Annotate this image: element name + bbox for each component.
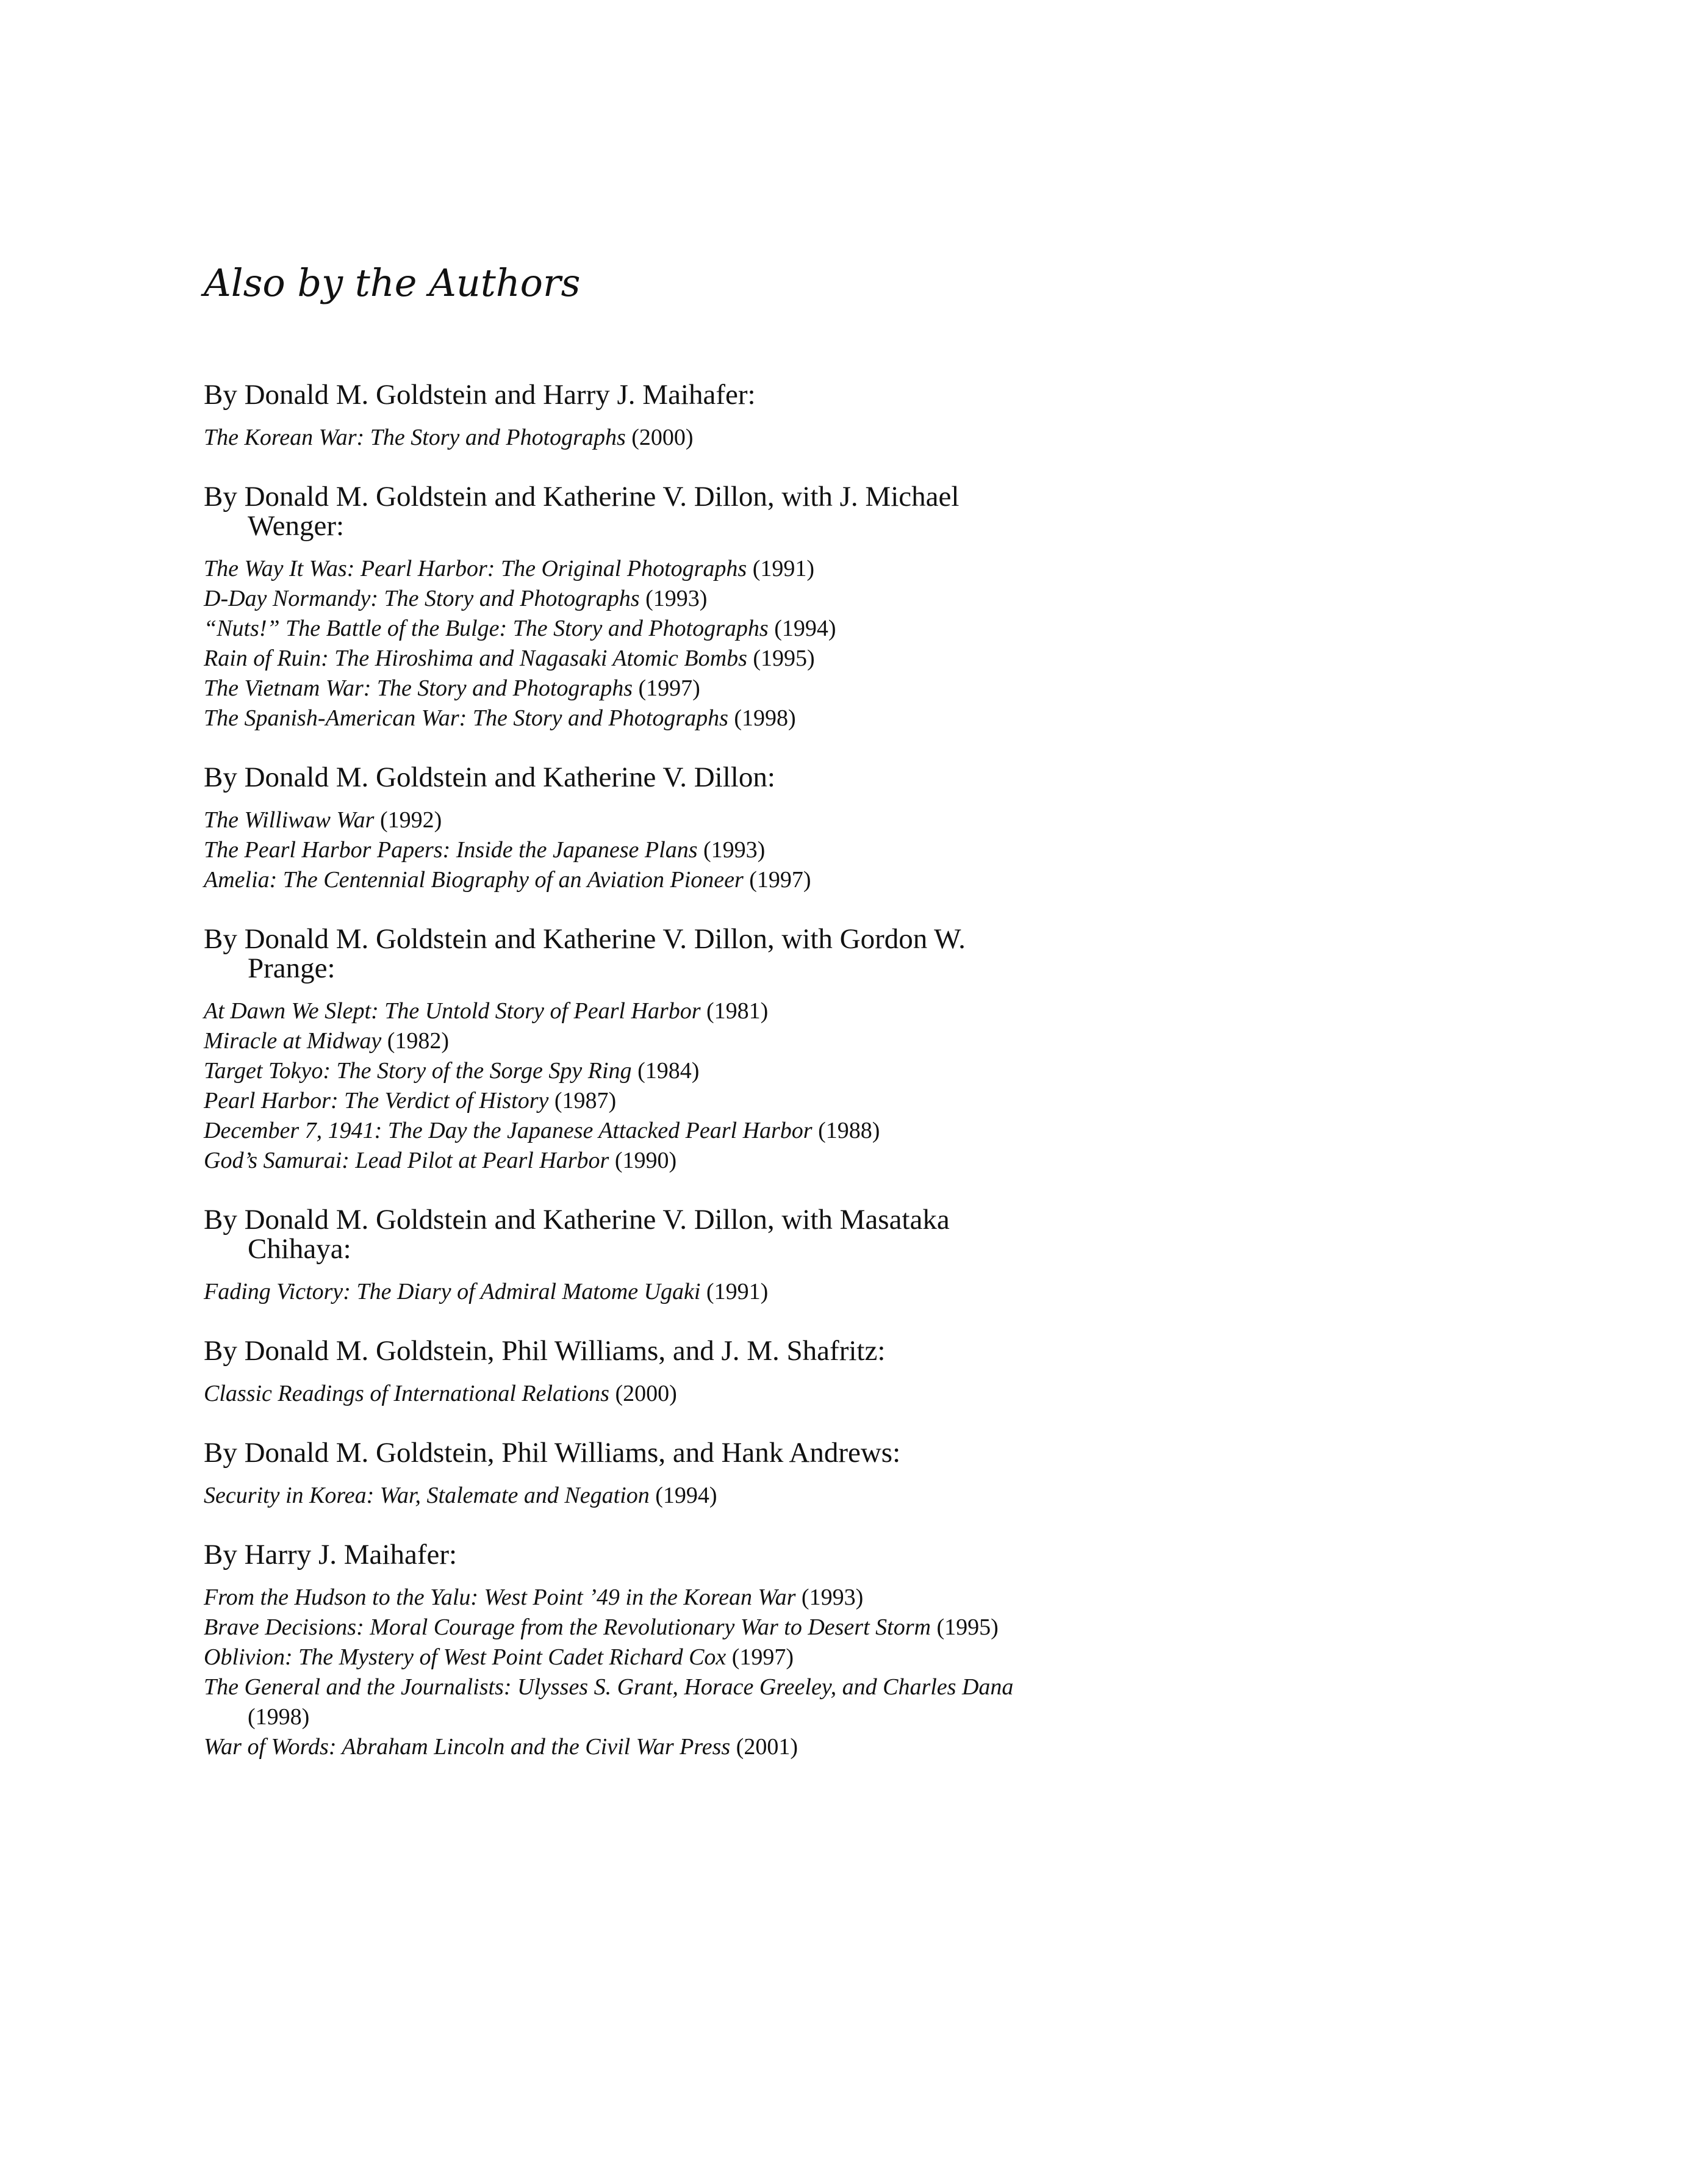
book-title: From the Hudson to the Yalu: West Point ’49 in the Korean War bbox=[204, 1585, 796, 1611]
book-year: (1988) bbox=[818, 1118, 880, 1144]
book-title: Rain of Ruin: The Hiroshima and Nagasaki Atomic Bombs bbox=[204, 646, 747, 672]
author-group-heading: By Donald M. Goldstein, Phil Williams, and Hank Andrews: bbox=[204, 1437, 901, 1469]
book-entry bbox=[204, 1277, 1058, 1307]
book-entry bbox=[204, 554, 1058, 584]
book-title: December 7, 1941: The Day the Japanese Attacked Pearl Harbor bbox=[204, 1118, 813, 1144]
book-year: (1992) bbox=[379, 807, 442, 833]
book-year: (1994) bbox=[774, 616, 836, 642]
book-year: (1982) bbox=[387, 1028, 450, 1054]
book-year: (1987) bbox=[554, 1088, 617, 1114]
book-year: (1991) bbox=[752, 556, 815, 582]
book-entry bbox=[204, 584, 1058, 614]
book-title: At Dawn We Slept: The Untold Story of Pearl Harbor bbox=[204, 998, 701, 1024]
book-year: (1991) bbox=[706, 1279, 769, 1305]
author-group-heading: By Donald M. Goldstein and Katherine V. Dillon, with J. Michael Wenger: bbox=[204, 481, 960, 542]
book-entry bbox=[204, 1116, 1058, 1146]
book-year: (1981) bbox=[706, 998, 769, 1024]
book-title: The General and the Journalists: Ulysses S. Grant, Horace Greeley, and Charles Dana bbox=[204, 1674, 1014, 1700]
author-group-heading: By Donald M. Goldstein and Harry J. Maihafer: bbox=[204, 379, 756, 411]
book-year: (1993) bbox=[645, 586, 708, 612]
book-title: War of Words: Abraham Lincoln and the Civil War Press bbox=[204, 1734, 731, 1760]
book-title: Miracle at Midway bbox=[204, 1028, 382, 1054]
author-group bbox=[204, 763, 1058, 895]
author-group bbox=[204, 482, 1058, 733]
book-entry bbox=[204, 1672, 1058, 1732]
book-title: Security in Korea: War, Stalemate and Negation bbox=[204, 1483, 650, 1509]
book-entry bbox=[204, 423, 1058, 453]
book-entry bbox=[204, 1026, 1058, 1056]
author-group bbox=[204, 1205, 1058, 1307]
book-entry bbox=[204, 703, 1058, 733]
book-year: (2000) bbox=[615, 1381, 677, 1407]
book-year: (1995) bbox=[936, 1614, 999, 1641]
author-group-heading: By Donald M. Goldstein, Phil Williams, and J. M. Shafritz: bbox=[204, 1335, 886, 1367]
book-entry bbox=[204, 1732, 1058, 1762]
author-groups bbox=[204, 380, 1058, 1762]
book-year: (1997) bbox=[731, 1644, 794, 1671]
book-year: (1993) bbox=[703, 837, 766, 863]
book-entry bbox=[204, 1379, 1058, 1409]
author-group-heading: By Harry J. Maihafer: bbox=[204, 1539, 458, 1571]
book-entry bbox=[204, 1613, 1058, 1642]
author-group bbox=[204, 924, 1058, 1176]
author-group-heading: By Donald M. Goldstein and Katherine V. Dillon: bbox=[204, 761, 775, 794]
book-year: (1993) bbox=[801, 1585, 864, 1611]
book-entry bbox=[204, 1481, 1058, 1511]
author-group bbox=[204, 1540, 1058, 1762]
book-year: (1998) bbox=[248, 1704, 310, 1730]
book-title: The Korean War: The Story and Photographs bbox=[204, 425, 626, 451]
author-group bbox=[204, 1336, 1058, 1409]
page-title: Also by the Authors bbox=[204, 261, 581, 305]
book-entry bbox=[204, 1583, 1058, 1613]
book-year: (1990) bbox=[614, 1148, 677, 1174]
book-entry bbox=[204, 1056, 1058, 1086]
book-year: (2001) bbox=[736, 1734, 798, 1760]
book-year: (1997) bbox=[638, 675, 700, 702]
book-title: The Spanish-American War: The Story and Photographs bbox=[204, 705, 728, 732]
book-title: “Nuts!” The Battle of the Bulge: The Story and Photographs bbox=[204, 616, 769, 642]
book-entry bbox=[204, 1086, 1058, 1116]
book-title: The Pearl Harbor Papers: Inside the Japanese Plans bbox=[204, 837, 698, 863]
book-list-page bbox=[204, 262, 1058, 1791]
book-title: God’s Samurai: Lead Pilot at Pearl Harbor bbox=[204, 1148, 609, 1174]
author-group-heading: By Donald M. Goldstein and Katherine V. Dillon, with Masataka Chihaya: bbox=[204, 1204, 950, 1265]
book-entry bbox=[204, 614, 1058, 644]
author-group-heading: By Donald M. Goldstein and Katherine V. Dillon, with Gordon W. Prange: bbox=[204, 923, 966, 985]
book-title: Target Tokyo: The Story of the Sorge Spy Ring bbox=[204, 1058, 632, 1084]
book-entry bbox=[204, 674, 1058, 703]
author-group bbox=[204, 1438, 1058, 1511]
book-year: (1997) bbox=[749, 867, 811, 893]
book-year: (1994) bbox=[655, 1483, 717, 1509]
book-title: Classic Readings of International Relations bbox=[204, 1381, 609, 1407]
book-title: Pearl Harbor: The Verdict of History bbox=[204, 1088, 549, 1114]
book-title: D-Day Normandy: The Story and Photographs bbox=[204, 586, 640, 612]
book-entry bbox=[204, 644, 1058, 674]
book-title: Oblivion: The Mystery of West Point Cadet Richard Cox bbox=[204, 1644, 727, 1671]
book-entry bbox=[204, 996, 1058, 1026]
book-title: The Williwaw War bbox=[204, 807, 375, 833]
book-entry bbox=[204, 805, 1058, 835]
book-entry bbox=[204, 865, 1058, 895]
book-year: (1984) bbox=[637, 1058, 700, 1084]
book-title: Fading Victory: The Diary of Admiral Matome Ugaki bbox=[204, 1279, 701, 1305]
book-entry bbox=[204, 1146, 1058, 1176]
book-year: (1998) bbox=[734, 705, 796, 732]
book-title: Brave Decisions: Moral Courage from the Revolutionary War to Desert Storm bbox=[204, 1614, 931, 1641]
book-year: (2000) bbox=[631, 425, 694, 451]
book-year: (1995) bbox=[753, 646, 815, 672]
book-title: Amelia: The Centennial Biography of an Aviation Pioneer bbox=[204, 867, 744, 893]
author-group bbox=[204, 380, 1058, 453]
book-entry bbox=[204, 1642, 1058, 1672]
book-title: The Vietnam War: The Story and Photographs bbox=[204, 675, 633, 702]
book-entry bbox=[204, 835, 1058, 865]
book-title: The Way It Was: Pearl Harbor: The Original Photographs bbox=[204, 556, 747, 582]
